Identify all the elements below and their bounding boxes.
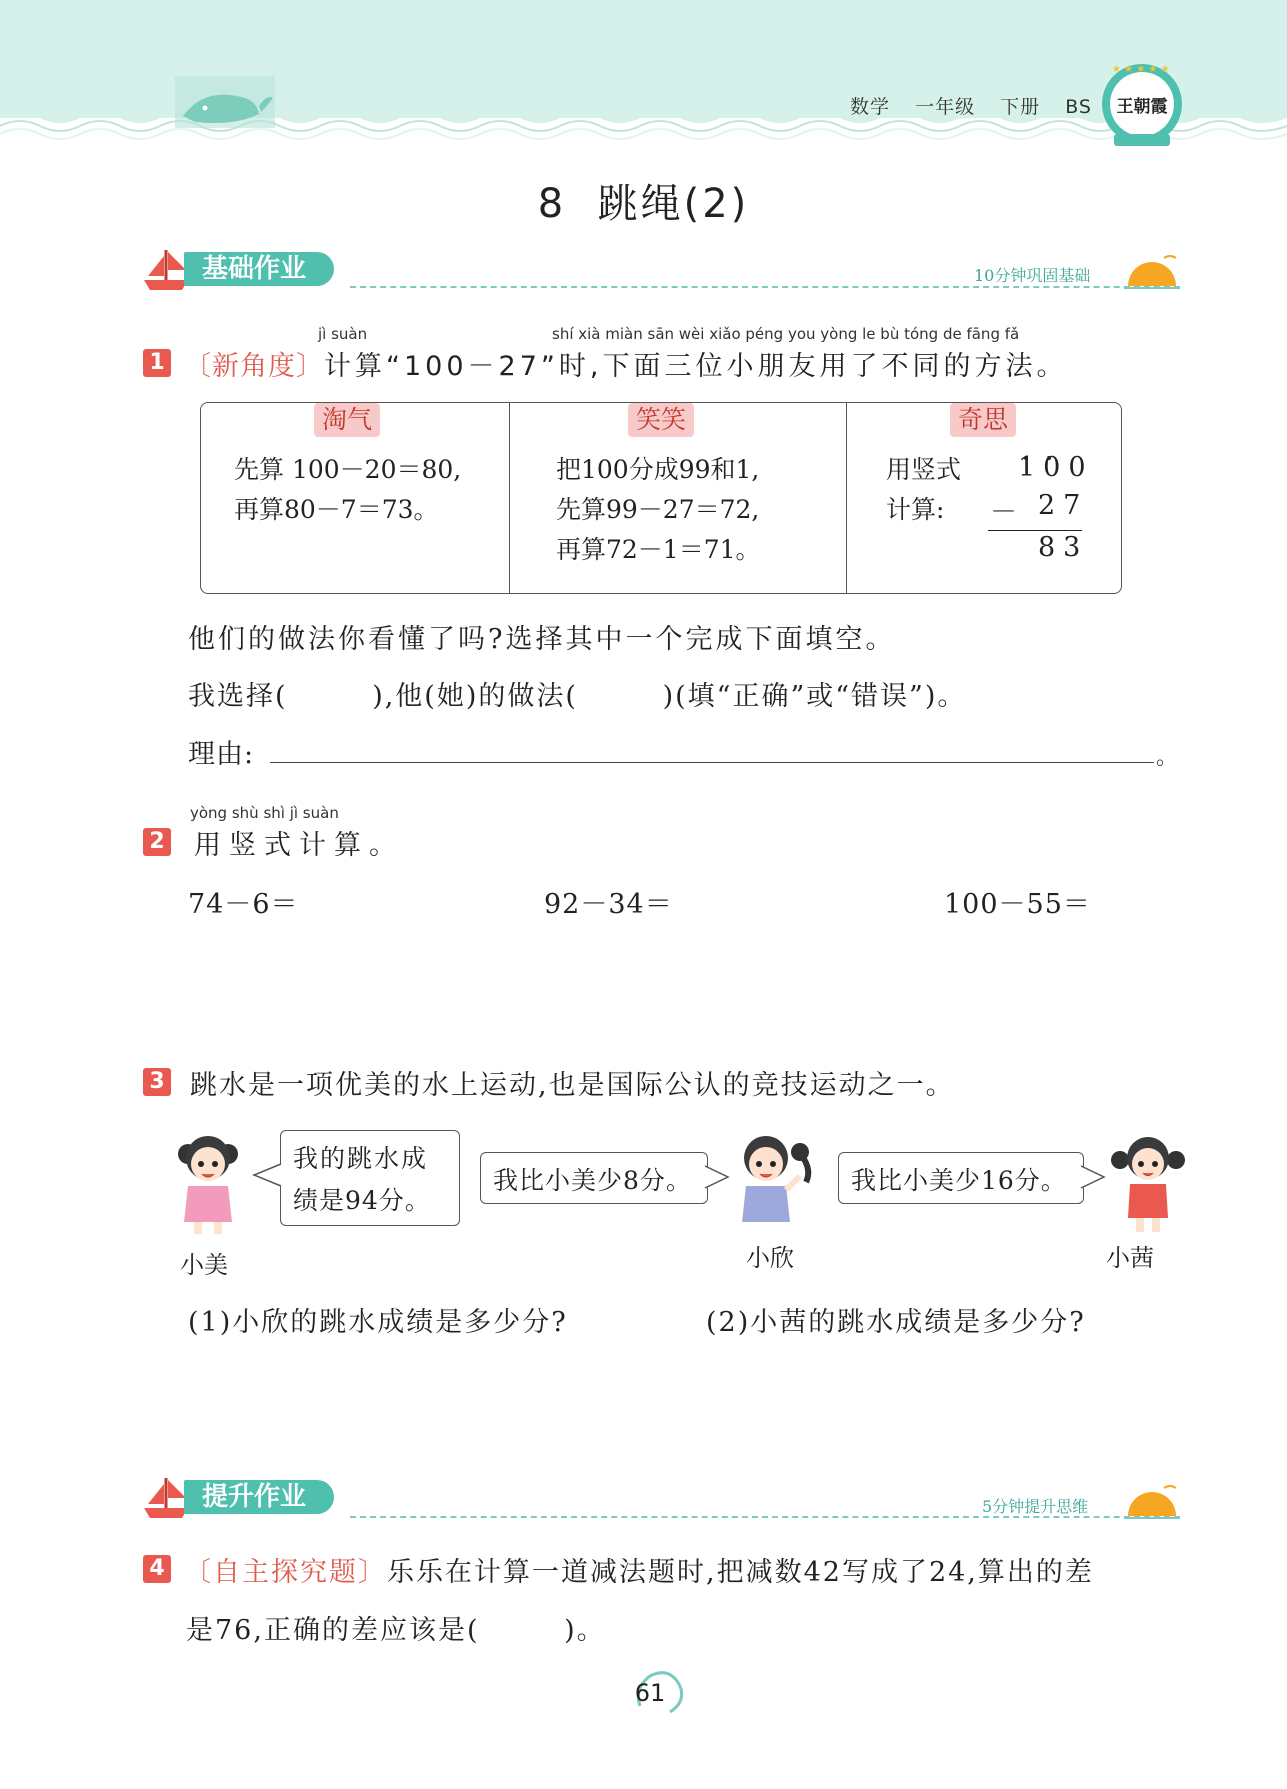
card-name-taoqi: 淘气 — [314, 403, 380, 437]
brand-logo-text: 王朝霞 — [1116, 97, 1168, 117]
girl-xiaoxin-illustration — [726, 1126, 816, 1236]
vertical-result: 83 — [1038, 532, 1089, 563]
svg-text:★ ★ ★ ★ ★: ★ ★ ★ ★ ★ — [1112, 64, 1170, 75]
speech-bubble-xiaoqian — [838, 1152, 1084, 1204]
bubble-tail — [1080, 1162, 1106, 1192]
bubble-line: 我比小美少8分。 — [493, 1166, 692, 1195]
q3-number-badge: 3 — [143, 1068, 171, 1096]
speech-bubble-xiaoxin — [480, 1152, 708, 1204]
girl-xiaoqian-illustration — [1108, 1126, 1188, 1234]
q2-pinyin: yòng shù shì jì suàn — [190, 804, 339, 822]
whale-icon — [175, 76, 275, 128]
q2-expr-1: 74－6＝ — [188, 889, 299, 920]
q2-expr-2: 92－34＝ — [544, 889, 673, 920]
section-basic-label: 基础作业 — [184, 252, 334, 286]
q1-text: 计算“100－27”时,下面三位小朋友用了不同的方法。 — [324, 351, 1068, 382]
q1-prompt: 他们的做法你看懂了吗?选择其中一个完成下面填空。 — [188, 624, 896, 655]
child-name-xiaoxin: 小欣 — [746, 1244, 794, 1272]
card-line: 先算 100－20＝80, — [234, 455, 462, 484]
card-line: 先算99－27＝72, — [556, 495, 760, 524]
volume-label: 下册 — [1000, 96, 1041, 118]
q1-number-badge: 1 — [143, 349, 171, 377]
card-line: 计算: — [886, 495, 945, 524]
boat-flag-icon — [142, 1476, 190, 1520]
q2-text: 用竖式计算。 — [194, 830, 404, 861]
girl-xiaomei-illustration — [170, 1124, 246, 1234]
sunrise-icon — [1124, 1482, 1180, 1522]
sunrise-icon — [1124, 252, 1180, 292]
bubble-tail — [252, 1160, 282, 1190]
section-basic-note: 10分钟巩固基础 — [974, 266, 1091, 285]
q2-number-badge: 2 — [143, 828, 171, 856]
q4-line1 — [184, 1550, 1094, 1589]
q1-fill-choice: 我选择( ),他(她)的做法( )(填“正确”或“错误”)。 — [188, 681, 967, 712]
bubble-line: 我的跳水成 — [293, 1144, 429, 1173]
q1-pinyin-rest: shí xià miàn sān wèi xiǎo péng you yòng le bù tóng de fāng fǎ — [552, 325, 1020, 343]
q4-tag: 〔自主探究题〕 — [184, 1557, 387, 1588]
q4-line2: 是76,正确的差应该是( )。 — [186, 1615, 606, 1646]
card-name-qisi: 奇思 — [950, 403, 1016, 437]
vertical-top: 100 — [1018, 452, 1094, 483]
q1-tag: 〔新角度〕 — [184, 351, 324, 382]
bubble-line: 我比小美少16分。 — [851, 1166, 1067, 1195]
vertical-minus: － — [990, 497, 1017, 528]
q1-reason-end: 。 — [1156, 745, 1180, 770]
card-line: 把100分成99和1, — [556, 455, 760, 484]
edition-label: BS — [1065, 96, 1092, 118]
vertical-subtraction — [980, 446, 1094, 576]
speech-bubble-xiaomei — [280, 1130, 460, 1226]
brand-logo — [1100, 58, 1184, 150]
q1-pinyin-jisuan: jì suàn — [318, 325, 368, 343]
bubble-line: 绩是94分。 — [293, 1186, 431, 1215]
q4-text1: 乐乐在计算一道减法题时,把减数42写成了24,算出的差 — [387, 1557, 1094, 1588]
child-name-xiaoqian: 小茜 — [1106, 1244, 1154, 1272]
q1-reason-label: 理由: — [188, 739, 255, 770]
card-name-xiaoxiao: 笑笑 — [628, 403, 694, 437]
table-divider — [846, 403, 847, 593]
child-name-xiaomei: 小美 — [180, 1251, 228, 1279]
subject-label: 数学 — [850, 96, 891, 118]
q4-number-badge: 4 — [143, 1555, 171, 1583]
q3-text: 跳水是一项优美的水上运动,也是国际公认的竞技运动之一。 — [190, 1070, 955, 1101]
page-title: 8 跳绳(2) — [537, 181, 750, 227]
boat-flag-icon — [142, 248, 190, 292]
vertical-sub: 27 — [1038, 490, 1089, 521]
section-advanced-label: 提升作业 — [184, 1480, 334, 1514]
card-line: 用竖式 — [886, 455, 962, 484]
table-divider — [509, 403, 510, 593]
section-basic-divider — [350, 286, 1180, 288]
q2-expr-3: 100－55＝ — [944, 889, 1091, 920]
section-advanced-note: 5分钟提升思维 — [982, 1497, 1089, 1516]
q1-question — [184, 344, 1067, 383]
card-line: 再算72－1＝71。 — [556, 535, 761, 564]
q1-reason-blank[interactable] — [270, 762, 1154, 763]
page-number: 61 — [634, 1679, 666, 1707]
q3-sub1: (1)小欣的跳水成绩是多少分? — [188, 1307, 568, 1338]
vertical-line — [988, 530, 1082, 531]
grade-label: 一年级 — [915, 96, 976, 118]
card-line: 再算80－7＝73。 — [234, 495, 439, 524]
header-info — [850, 92, 1110, 119]
q3-sub2: (2)小茜的跳水成绩是多少分? — [706, 1307, 1086, 1338]
